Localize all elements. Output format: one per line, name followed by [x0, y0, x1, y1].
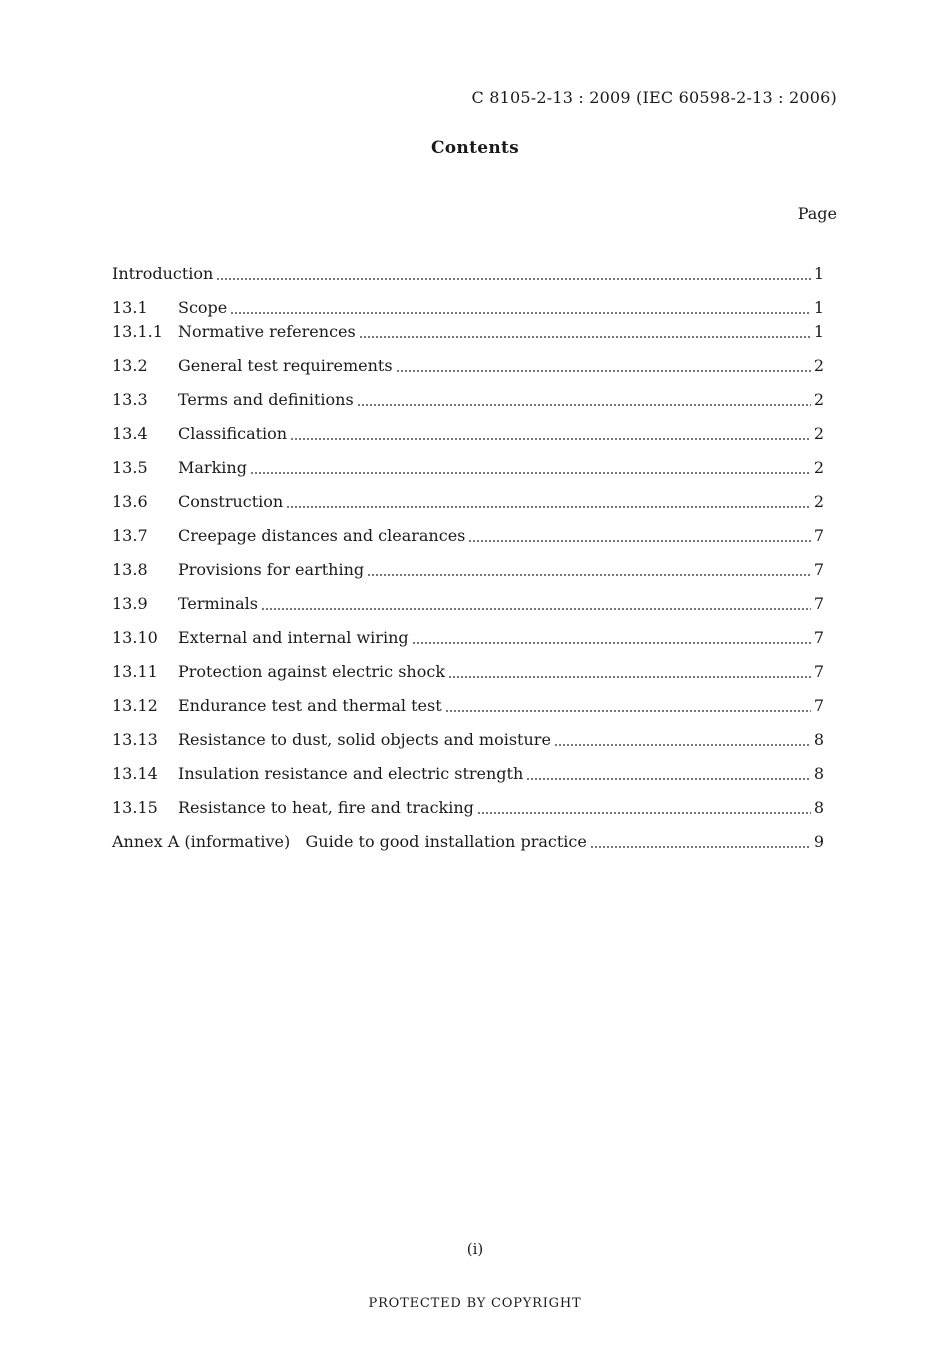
dot-leader	[359, 336, 811, 338]
toc-entry-page: 2	[813, 356, 824, 375]
toc-entry[interactable]	[112, 594, 824, 616]
toc-entry-label: Marking	[178, 458, 247, 477]
dot-leader	[216, 278, 810, 280]
dot-leader	[590, 846, 811, 848]
toc-entry[interactable]	[112, 356, 824, 378]
toc-entry-label: Construction	[178, 492, 284, 511]
toc-entry-number: 13.3	[112, 390, 148, 409]
document-header: C 8105-2-13 : 2009 (IEC 60598-2-13 : 2006)	[471, 88, 837, 107]
dot-leader	[554, 744, 811, 746]
toc-entry-number: 13.6	[112, 492, 148, 511]
toc-entry-number: 13.2	[112, 356, 148, 375]
toc-entry-page: 1	[813, 322, 824, 341]
toc-entry-number: 13.14	[112, 764, 158, 783]
dot-leader	[261, 608, 811, 610]
dot-leader	[396, 370, 811, 372]
toc-entry-page: 8	[813, 764, 824, 783]
dot-leader	[230, 312, 811, 314]
page-title: Contents	[430, 138, 520, 158]
dot-leader	[286, 506, 811, 508]
toc-entry-label: Normative references	[178, 322, 356, 341]
dot-leader	[468, 540, 810, 542]
toc-entry-page: 7	[813, 526, 824, 545]
toc-entry[interactable]	[112, 696, 824, 718]
dot-leader	[250, 472, 811, 474]
toc-entry[interactable]	[112, 298, 824, 320]
toc-entry-page: 1	[813, 298, 824, 317]
toc-entry-number: 13.15	[112, 798, 158, 817]
toc-entry-page: 1	[813, 264, 824, 283]
toc-entry-page: 7	[813, 696, 824, 715]
toc-entry-number: 13.1	[112, 298, 148, 317]
toc-entry-number: 13.11	[112, 662, 158, 681]
dot-leader	[290, 438, 811, 440]
toc-entry[interactable]	[112, 628, 824, 650]
toc-entry-label: Terms and definitions	[178, 390, 354, 409]
toc-entry-number: 13.9	[112, 594, 148, 613]
toc-entry-label: External and internal wiring	[178, 628, 409, 647]
toc-entry-label: Resistance to dust, solid objects and moisture	[178, 730, 551, 749]
page-number: (i)	[466, 1240, 484, 1258]
toc-entry-number: 13.10	[112, 628, 158, 647]
dot-leader	[477, 812, 811, 814]
toc-entry-label: Terminals	[178, 594, 259, 613]
toc-entry[interactable]	[112, 764, 824, 786]
dot-leader	[367, 574, 811, 576]
toc-entry-page: 8	[813, 798, 824, 817]
toc-entry-page: 7	[813, 628, 824, 647]
toc-entry[interactable]	[112, 424, 824, 446]
toc-entry-page: 9	[813, 832, 824, 851]
toc-entry[interactable]	[112, 492, 824, 514]
toc-entry-annex-a[interactable]	[112, 832, 824, 854]
toc-entry-number: 13.8	[112, 560, 148, 579]
toc-entry-page: 2	[813, 492, 824, 511]
toc-entry[interactable]	[112, 560, 824, 582]
dot-leader	[526, 778, 811, 780]
toc-entry-label: Introduction	[112, 264, 214, 283]
toc-entry-label: Resistance to heat, fire and tracking	[178, 798, 474, 817]
toc-entry[interactable]	[112, 662, 824, 684]
toc-entry[interactable]	[112, 390, 824, 412]
toc-entry-label: Scope	[178, 298, 228, 317]
toc-entry-page: 2	[813, 424, 824, 443]
page-column-label: Page	[797, 204, 837, 223]
dot-leader	[445, 710, 811, 712]
toc-entry[interactable]	[112, 526, 824, 548]
dot-leader	[412, 642, 811, 644]
copyright-notice: PROTECTED BY COPYRIGHT	[368, 1296, 582, 1311]
toc-entry[interactable]	[112, 322, 824, 344]
toc-entry-number: 13.13	[112, 730, 158, 749]
toc-entry-page: 7	[813, 662, 824, 681]
toc-entry-label: Provisions for earthing	[178, 560, 365, 579]
toc-entry-page: 2	[813, 390, 824, 409]
toc-entry[interactable]	[112, 458, 824, 480]
toc-entry-number: 13.7	[112, 526, 148, 545]
dot-leader	[357, 404, 811, 406]
toc-entry-label: General test requirements	[178, 356, 393, 375]
toc-entry[interactable]	[112, 730, 824, 752]
toc-entry-label: Insulation resistance and electric strength	[178, 764, 524, 783]
toc-entry-number: 13.4	[112, 424, 148, 443]
toc-entry-introduction[interactable]	[112, 264, 824, 286]
toc-entry-number: 13.5	[112, 458, 148, 477]
toc-entry-label: Annex A (informative) Guide to good installation practice	[112, 832, 587, 851]
toc-entry-page: 8	[813, 730, 824, 749]
toc-entry-label: Protection against electric shock	[178, 662, 446, 681]
toc-entry-page: 7	[813, 560, 824, 579]
toc-entry-number: 13.1.1	[112, 322, 163, 341]
toc-entry-page: 2	[813, 458, 824, 477]
toc-entry-label: Creepage distances and clearances	[178, 526, 466, 545]
toc-entry-number: 13.12	[112, 696, 158, 715]
dot-leader	[448, 676, 811, 678]
toc-entry[interactable]	[112, 798, 824, 820]
toc-entry-page: 7	[813, 594, 824, 613]
toc-entry-label: Classification	[178, 424, 288, 443]
toc-entry-label: Endurance test and thermal test	[178, 696, 442, 715]
